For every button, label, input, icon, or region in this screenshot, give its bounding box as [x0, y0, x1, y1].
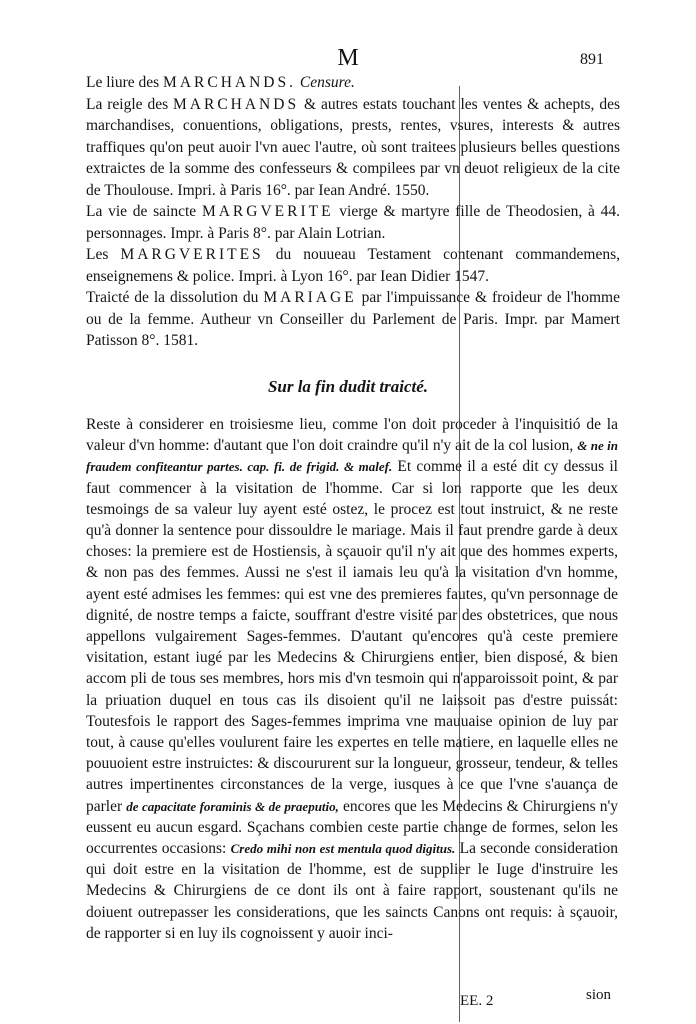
body-paragraph: Reste à considerer en troisiesme lieu, comme l'on doit proceder à l'inquisitió de la valeur d'vn homme: d'autant que l'on doit craindre qu'il n'y ait de la col lusion, & ne in fraudem confiteantur partes. cap. fi. de frigid. & malef. Et comme il a esté dit cy dessus il faut commencer à la visitation de l'homme. Car si lon rapporte que les deux tesmoings de sa valeur luy ayent esté ostez, le procez est tout instruict, & ne reste qu'à donner la sentence pour dissouldre le mariage. Mais il faut prendre garde à deux choses: la premiere est de Hostiensis, à sçauoir qu'il n'y ait que des hommes experts, & non pas des femmes. Aussi ne s'est il iamais leu qu'à la visitation d'vn homme, ayent esté admises les femmes: qui est vne des premieres fautes, qu'vn personnage de dignité, de nostre temps a faicte, souffrant d'estre visité par des obstetrices, que nous appellons vulgairement Sages-femmes. D'autant qu'encores qu'à ceste premiere visitation, estant iugé par les Medecins & Chirurgiens entier, bien disposé, & bien accom pli de tous ses membres, hors mis d'vn tesmoin qui n'apparoissoit point, & par la priuation duquel en tous cas ils disoient qu'il ne laissoit pas d'estre puissát: Toutesfois le rapport des Sages-femmes imprima vne mauuaise opinion de luy par tout, à cause qu'elles voulurent faire les expertes en telle matiere, en laquelle elles ne pouuoient estre instruictes: & discoururent sur la longueur, grosseur, tendeur, & telles autres impertinentes circonstances de la verge, iusques à ce que l'vne s'auança de parler de capacitate foraminis & de praeputio, encores que les Medecins & Chirurgiens n'y eussent eu aucun esgard. Sçachans combien ceste partie change de formes, selon les occurrentes occasions: Credo mihi non est mentula quod digitus. La seconde consideration qui doit estre en la visitation de l'homme, est de supplier le Iuge d'instruire les Medecins & Chirurgiens de ce dont ils ont à faire rapport, soustenant qu'ils ne doiuent outrepasser les considerations, que les saincts Canons ont requis: à sçauoir, de rapporter si en luy ils cognoissent y auoir inci- [86, 416, 619, 942]
latin-citation: de capacitate foraminis & de praeputio, [126, 798, 339, 814]
body-text [86, 414, 618, 944]
bibliography-entries [86, 72, 620, 352]
bibliography-entry: La reigle des MARCHANDS & autres estats touchant les ventes & achepts, des marchandises, conuentions, obligations, prests, rentes, vsures, interests & autres traffiques qu'on peut auoir l'vn auec l'autre, où sont traitees plusieurs belles questions extraictes de la somme des confesseurs & compilees par vn deuot religieux de la cite de Thoulouse. Impri. à Paris 16°. par Iean André. 1550. [86, 95, 620, 199]
signature-mark: EE. 2 [460, 993, 494, 1009]
section-title: Sur la fin dudit traicté. [267, 377, 429, 396]
catchword: sion [586, 987, 612, 1003]
bibliography-entry: Le liure des MARCHANDS. Censure. [86, 74, 355, 91]
bibliography-entry: La vie de saincte MARGVERITE vierge & martyre fille de Theodosien, à 44. personnages. Impr. à Paris 8°. par Alain Lotrian. [86, 203, 620, 242]
latin-citation: Credo mihi non est mentula quod digitus. [230, 841, 456, 857]
section-letter-heading: M [337, 45, 359, 71]
page-footer [460, 987, 612, 1010]
page-fold-line [459, 86, 460, 1022]
bibliography-entry: Les MARGVERITES du nouueau Testament contenant commandemens, enseignemens & police. Impri. à Lyon 16°. par Iean Didier 1547. [86, 246, 620, 285]
page-number: 891 [580, 51, 604, 68]
bibliography-entry: Traicté de la dissolution du MARIAGE par l'impuissance & froideur de l'homme ou de la femme. Autheur vn Conseiller du Parlement de Paris. Impr. par Mamert Patisson 8°. 1581. [86, 289, 620, 349]
latin-citation: & ne in fraudem confiteantur partes. cap. fi. de frigid. & malef. [86, 438, 618, 475]
